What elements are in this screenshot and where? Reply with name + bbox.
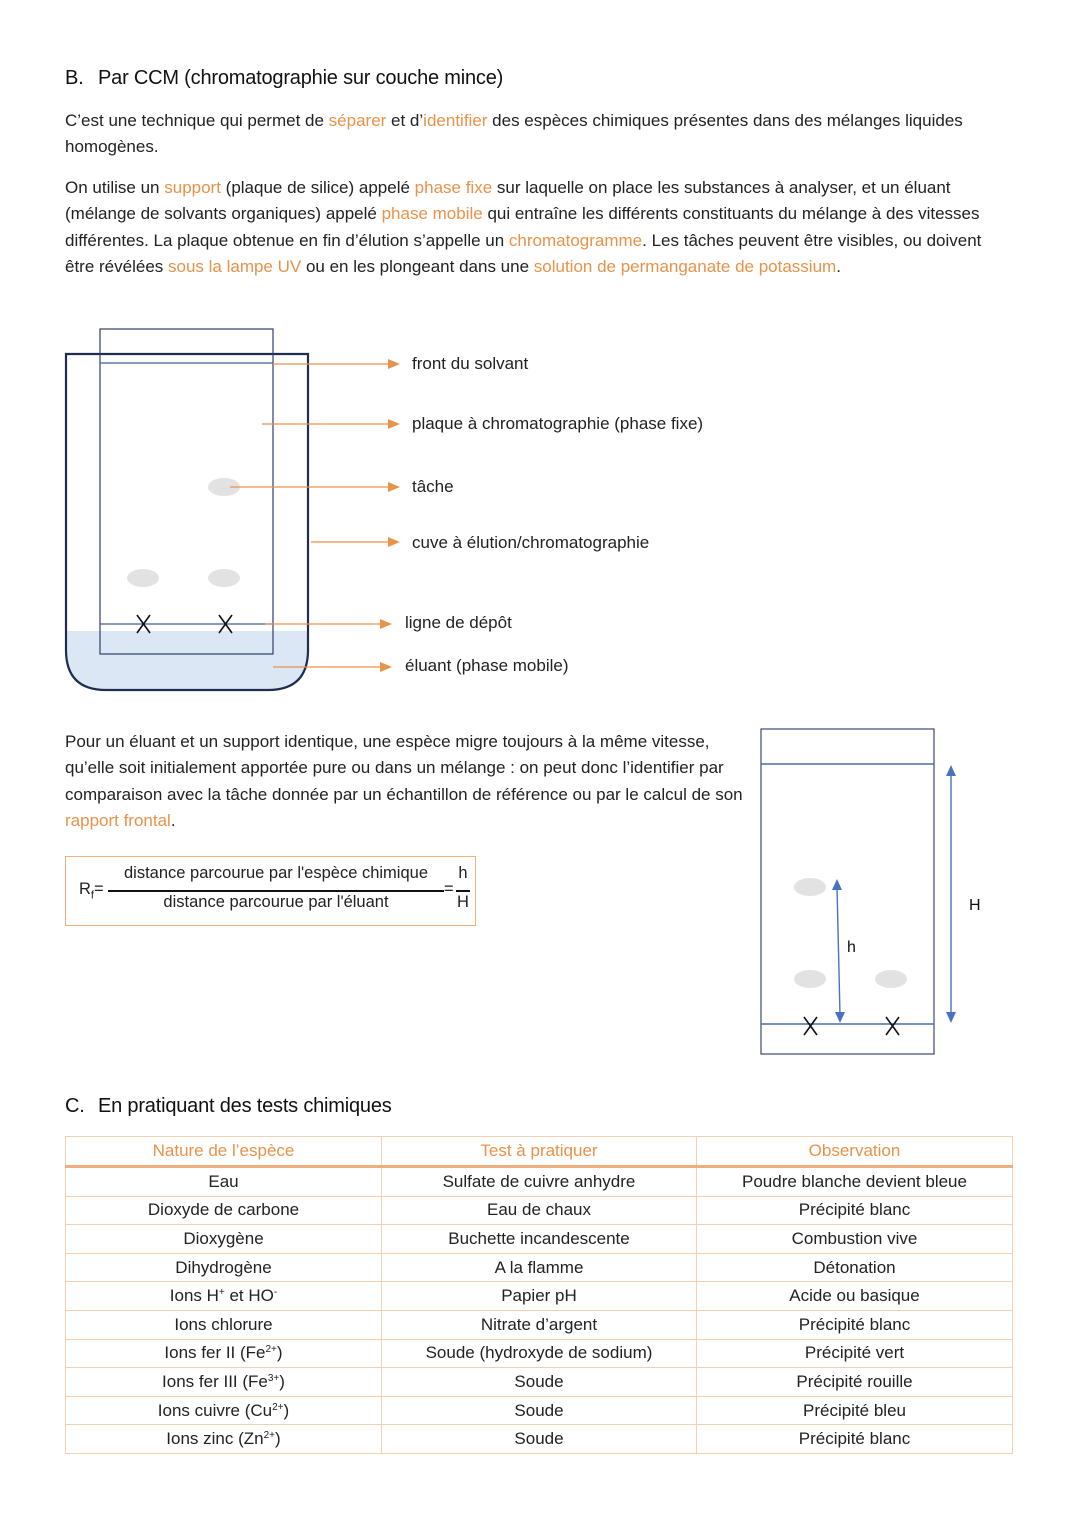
table-row bbox=[66, 1425, 1013, 1454]
arrow-head-icon bbox=[388, 359, 400, 369]
rf-equals-2: = bbox=[444, 880, 454, 898]
eluant-liquid bbox=[66, 631, 308, 690]
intro-paragraph bbox=[65, 108, 1020, 161]
section-b-title: Par CCM (chromatographie sur couche mince) bbox=[98, 67, 504, 89]
cell-nature: Ions fer III $(Fe^{3+})$ bbox=[66, 1368, 382, 1397]
highlighted-term: rapport frontal bbox=[65, 810, 171, 830]
chromatography-tank-diagram bbox=[60, 320, 400, 700]
highlighted-term: solution de permanganate de potassium bbox=[533, 256, 837, 276]
highlighted-term: phase fixe bbox=[414, 178, 493, 197]
header-nature: Nature de l’espèce bbox=[66, 1137, 382, 1167]
rf-symbol bbox=[79, 880, 104, 901]
cell-test: Sulfate de cuivre anhydre bbox=[382, 1167, 697, 1197]
table-row bbox=[66, 1339, 1013, 1368]
header-test: Test à pratiquer bbox=[382, 1137, 697, 1167]
cell-nature: Ions fer II $(Fe^{2+})$ bbox=[66, 1339, 382, 1368]
cell-observation: Précipité blanc bbox=[697, 1310, 1013, 1339]
cell-nature: Ions H+ et HO- bbox=[66, 1282, 382, 1311]
text-run: des espèces chimiques présentes dans des mélanges liquides homogènes. bbox=[65, 111, 963, 157]
rf-h: h bbox=[458, 864, 468, 882]
text-run: et d’ bbox=[386, 111, 424, 130]
rf-H: H bbox=[457, 893, 469, 911]
rf-denominator: distance parcourue par l'éluant bbox=[163, 893, 389, 911]
label-tank: cuve à élution/chromatographie bbox=[412, 533, 650, 552]
text-run: . Les tâches peuvent être visibles, ou doivent être révélées bbox=[65, 230, 982, 276]
text-run: On utilise un bbox=[65, 178, 165, 197]
spot-low-right bbox=[208, 569, 240, 587]
rf-subscript: f bbox=[90, 889, 94, 902]
highlighted-term: sous la lampe UV bbox=[168, 256, 302, 276]
section-b-number: B. bbox=[65, 67, 84, 89]
cell-nature: Ions chlorure bbox=[66, 1310, 382, 1339]
cell-observation: Détonation bbox=[697, 1253, 1013, 1282]
table-row bbox=[66, 1310, 1013, 1339]
spot-low-right bbox=[875, 970, 907, 988]
cell-nature: Eau bbox=[66, 1167, 382, 1197]
cell-observation: Combustion vive bbox=[697, 1225, 1013, 1254]
cell-nature: Dioxygène bbox=[66, 1225, 382, 1254]
cell-test: Buchette incandescente bbox=[382, 1225, 697, 1254]
text-run: . bbox=[836, 256, 841, 276]
cell-test: Soude bbox=[382, 1396, 697, 1425]
label-solvent-front: front du solvant bbox=[412, 354, 529, 373]
label-eluant: éluant (phase mobile) bbox=[405, 656, 569, 675]
highlighted-term: support bbox=[164, 178, 221, 197]
cell-nature: Ions cuivre $(Cu^{2+})$ bbox=[66, 1396, 382, 1425]
rf-numerator: distance parcourue par l'espèce chimique bbox=[124, 864, 428, 882]
arrow-head-icon bbox=[380, 662, 392, 672]
table-header-row bbox=[66, 1137, 1013, 1167]
table-row bbox=[66, 1253, 1013, 1282]
header-observation: Observation bbox=[697, 1137, 1013, 1167]
tlc-plate bbox=[100, 329, 273, 654]
cell-observation: Acide ou basique bbox=[697, 1282, 1013, 1311]
table-row bbox=[66, 1368, 1013, 1397]
method-paragraph bbox=[65, 175, 1010, 280]
fraction-bar bbox=[108, 890, 444, 892]
arrow-head-icon bbox=[380, 619, 392, 629]
highlighted-term: identifier bbox=[423, 111, 488, 130]
rf-plate-diagram bbox=[755, 725, 995, 1060]
rf-equals: = bbox=[93, 880, 104, 898]
section-c-title: En pratiquant des tests chimiques bbox=[98, 1095, 392, 1117]
arrow-head-icon bbox=[388, 419, 400, 429]
text-run: C’est une technique qui permet de bbox=[65, 111, 329, 130]
text-run: Pour un éluant et un support identique, une espèce migre toujours à la même vitesse, qu’elle soit initialement apportée pure ou dans un mélange : on peut donc l’identifier par comparaison avec la tâche donnée par un échantillon de référence ou par le calcul de son bbox=[65, 732, 743, 804]
spot-low-left bbox=[127, 569, 159, 587]
H-distance-arrow bbox=[946, 765, 956, 1023]
h-distance-arrow bbox=[832, 879, 845, 1023]
cell-test: Soude (hydroxyde de sodium) bbox=[382, 1339, 697, 1368]
table-row bbox=[66, 1196, 1013, 1225]
label-plate: plaque à chromatographie (phase fixe) bbox=[412, 414, 704, 433]
cell-observation: Précipité bleu bbox=[697, 1396, 1013, 1425]
cell-nature: Dioxyde de carbone bbox=[66, 1196, 382, 1225]
highlighted-term: séparer bbox=[328, 111, 387, 130]
cell-test: Soude bbox=[382, 1368, 697, 1397]
spot-low-left bbox=[794, 970, 826, 988]
highlighted-term: phase mobile bbox=[381, 204, 483, 224]
cell-test: Soude bbox=[382, 1425, 697, 1454]
rf-paragraph bbox=[65, 729, 750, 834]
table-row bbox=[66, 1167, 1013, 1197]
rf-formula-box bbox=[65, 856, 476, 926]
arrow-head-icon bbox=[388, 482, 400, 492]
label-H: H bbox=[969, 897, 981, 914]
table-row bbox=[66, 1282, 1013, 1311]
section-c-number: C. bbox=[65, 1095, 85, 1117]
arrow-head-icon bbox=[388, 537, 400, 547]
label-spot: tâche bbox=[412, 477, 454, 496]
label-arrows bbox=[230, 364, 390, 667]
cell-observation: Précipité blanc bbox=[697, 1196, 1013, 1225]
chemical-tests-table bbox=[65, 1136, 1013, 1454]
fraction-bar-2 bbox=[456, 890, 470, 892]
cell-observation: Précipité blanc bbox=[697, 1425, 1013, 1454]
table-row bbox=[66, 1396, 1013, 1425]
cell-observation: Précipité vert bbox=[697, 1339, 1013, 1368]
text-run: ou en les plongeant dans une bbox=[301, 256, 534, 276]
cell-test: Eau de chaux bbox=[382, 1196, 697, 1225]
text-run: sur laquelle on place les substances à analyser, et un éluant (mélange de solvants organiques) appelé bbox=[65, 178, 951, 224]
highlighted-term: chromatogramme bbox=[508, 230, 643, 250]
cell-test: Nitrate d’argent bbox=[382, 1310, 697, 1339]
text-run: qui entraîne les différents constituants du mélange à des vitesses différentes. La plaque obtenue en fin d’élution s’appelle un bbox=[65, 204, 980, 250]
text-run: (plaque de silice) appelé bbox=[220, 178, 415, 197]
cell-test: Papier pH bbox=[382, 1282, 697, 1311]
label-deposit-line: ligne de dépôt bbox=[405, 613, 512, 632]
tlc-plate bbox=[761, 729, 934, 1054]
table-row bbox=[66, 1225, 1013, 1254]
cell-test: A la flamme bbox=[382, 1253, 697, 1282]
cell-observation: Poudre blanche devient bleue bbox=[697, 1167, 1013, 1197]
rf-letter: R bbox=[79, 880, 91, 898]
label-h: h bbox=[847, 939, 856, 956]
section-b-heading bbox=[65, 67, 503, 90]
cell-nature: Dihydrogène bbox=[66, 1253, 382, 1282]
deposit-marks bbox=[804, 1017, 899, 1035]
section-c-heading bbox=[65, 1095, 392, 1118]
cell-observation: Précipité rouille bbox=[697, 1368, 1013, 1397]
cell-nature: Ions zinc $(Zn^{2+})$ bbox=[66, 1425, 382, 1454]
spot-high bbox=[794, 878, 826, 896]
text-run: . bbox=[170, 810, 176, 830]
